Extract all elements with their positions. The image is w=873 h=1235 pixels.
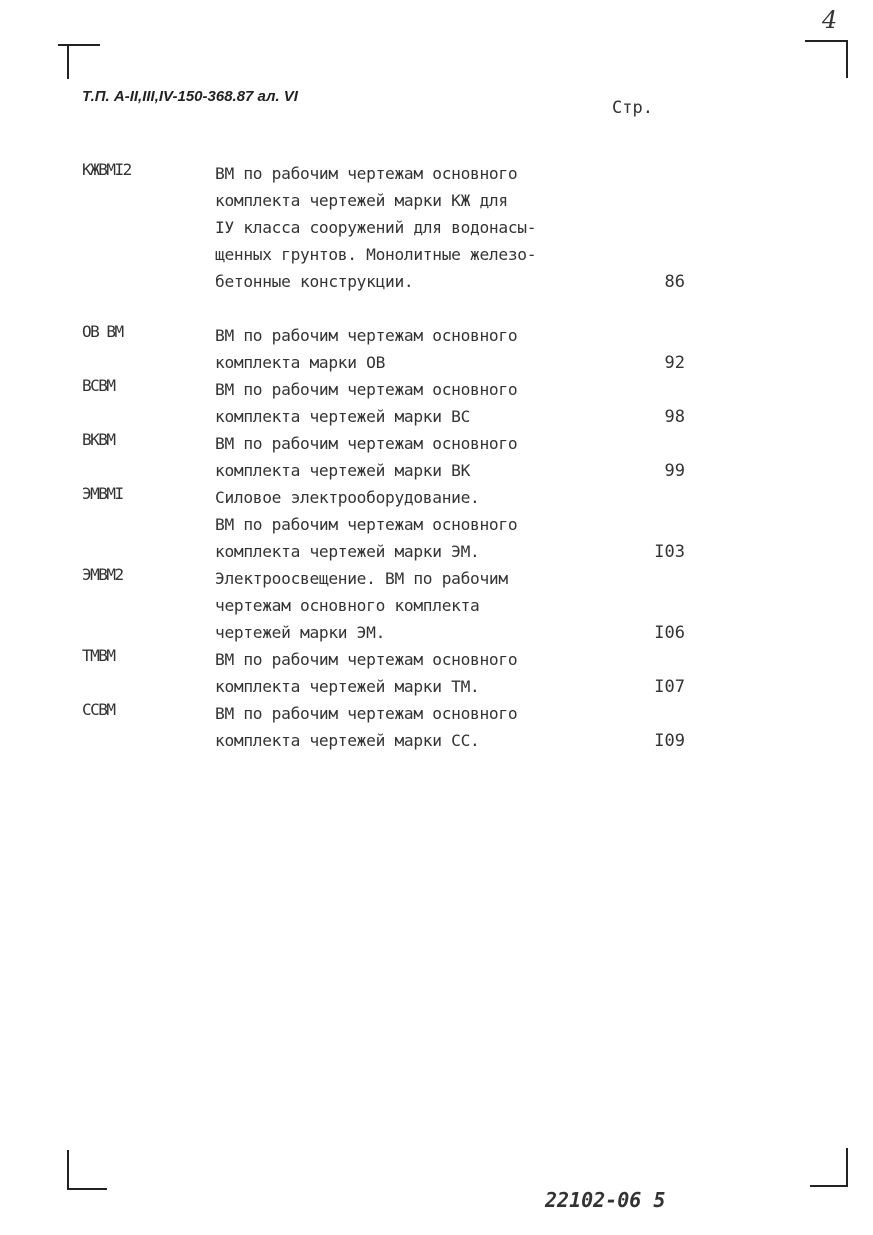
corner-mark-top-right-h bbox=[805, 40, 847, 42]
entry-description: Силовое электрооборудование. ВМ по рабочим чертежам основного комплекта чертежей марки ЭМ. bbox=[215, 488, 518, 561]
entry-description: ВМ по рабочим чертежам основного комплекта чертежей марки СС. bbox=[215, 704, 518, 750]
page-column-label: Стр. bbox=[612, 98, 653, 118]
entry-description: ВМ по рабочим чертежам основного комплекта чертежей марки КЖ для IУ класса сооружений для водонасы- щенных грунтов. Монолитные железо- бетонные конструкции. bbox=[215, 164, 537, 291]
corner-mark-top-right-v bbox=[846, 40, 848, 78]
entry-page-number: I09 bbox=[654, 731, 685, 751]
entry-page-number: I03 bbox=[654, 542, 685, 562]
entry-page-number: 86 bbox=[664, 272, 685, 292]
entry-description: ВМ по рабочим чертежам основного комплекта чертежей марки ВС bbox=[215, 380, 518, 426]
entry-code: ОВ ВМ bbox=[82, 322, 123, 341]
entry-description: ВМ по рабочим чертежам основного комплекта марки ОВ bbox=[215, 326, 518, 372]
entry-code: КЖВМI2 bbox=[82, 160, 131, 179]
corner-mark-bottom-right-v bbox=[846, 1148, 848, 1186]
entry-page-number: I07 bbox=[654, 677, 685, 697]
corner-mark-bottom-left-v bbox=[67, 1150, 69, 1190]
entry-description: ВМ по рабочим чертежам основного комплекта чертежей марки ВК bbox=[215, 434, 518, 480]
entry-page-number: 99 bbox=[664, 461, 685, 481]
document-code: Т.П. А-II,III,IV-150-368.87 ал. VI bbox=[82, 88, 298, 105]
entry-code: ТМВМ bbox=[82, 646, 115, 665]
entry-code: ЭМВМI bbox=[82, 484, 123, 503]
entry-description: ВМ по рабочим чертежам основного комплекта чертежей марки ТМ. bbox=[215, 650, 518, 696]
corner-mark-bottom-right-h bbox=[810, 1185, 848, 1187]
entry-code: ССВМ bbox=[82, 700, 115, 719]
entry-page-number: 98 bbox=[664, 407, 685, 427]
entry-code: ЭМВМ2 bbox=[82, 565, 123, 584]
entry-description: Электроосвещение. ВМ по рабочим чертежам основного комплекта чертежей марки ЭМ. bbox=[215, 569, 508, 642]
sheet-number: 4 bbox=[822, 6, 838, 34]
corner-mark-top-left-h bbox=[58, 44, 100, 46]
entry-page-number: I06 bbox=[654, 623, 685, 643]
corner-mark-bottom-left-h bbox=[67, 1188, 107, 1190]
entry-page-number: 92 bbox=[664, 353, 685, 373]
footer-document-number: 22102-06 5 bbox=[545, 1188, 666, 1212]
corner-mark-top-left-v bbox=[67, 44, 69, 79]
entry-code: ВСВМ bbox=[82, 376, 115, 395]
entry-code: ВКВМ bbox=[82, 430, 115, 449]
